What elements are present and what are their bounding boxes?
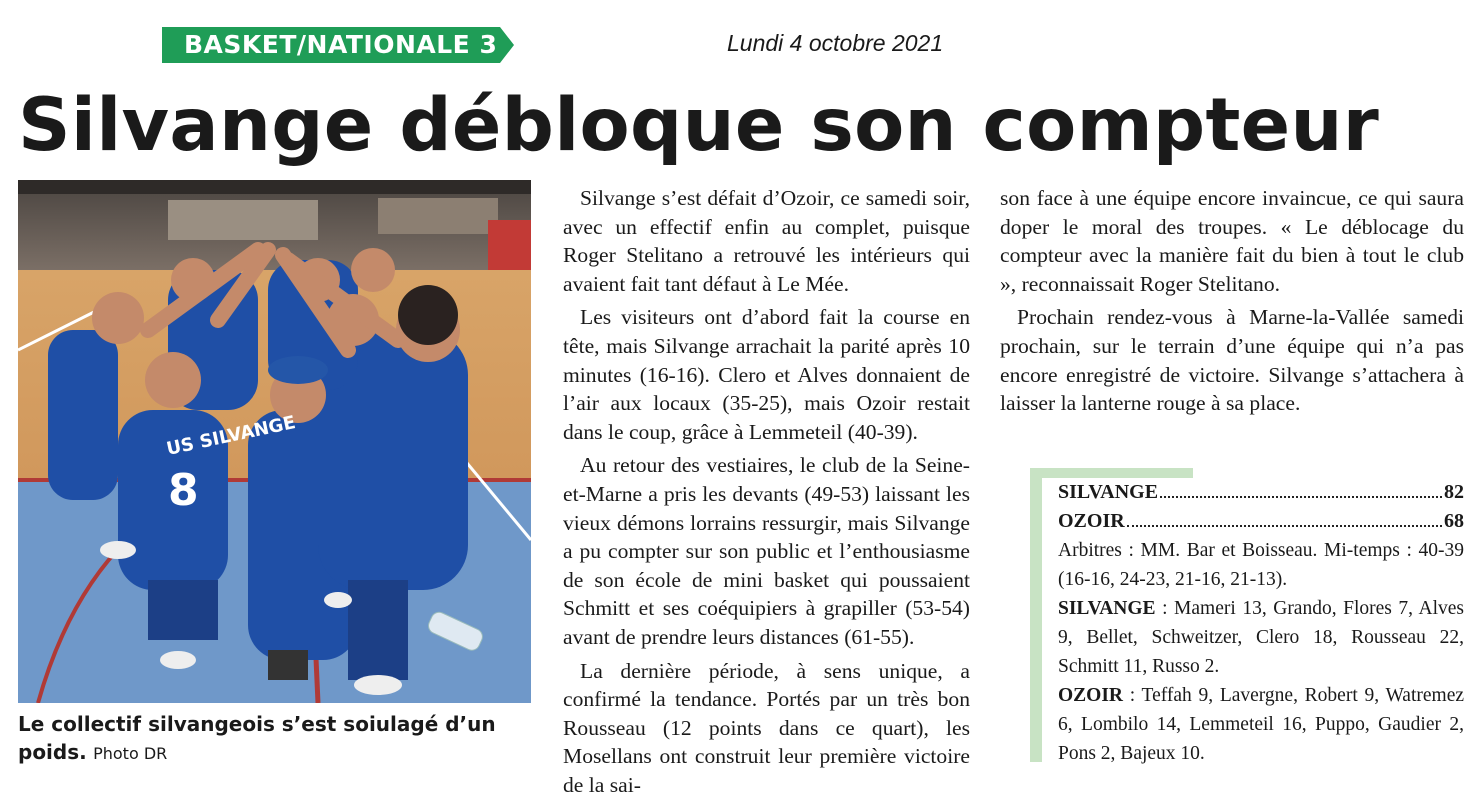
- photo-caption: [18, 710, 533, 768]
- photo-credit: Photo DR: [93, 744, 167, 763]
- article-column-2: [1000, 184, 1464, 418]
- article-paragraph: Silvange s’est défait d’Ozoir, ce samedi soir, avec un effectif enfin au complet, puisque Roger Stelitano a retrouvé les intérieurs qui avaient fait tant défaut à Le Mée.: [563, 184, 970, 298]
- rubric-label: BASKET/NATIONALE 3: [184, 30, 497, 59]
- lineup-home: [1058, 594, 1464, 681]
- article-column-1: [563, 184, 970, 799]
- home-team-name: SILVANGE: [1058, 478, 1158, 507]
- score-line-home: [1058, 478, 1464, 507]
- photo-illustration: [18, 180, 531, 703]
- lineup-players: : Teffah 9, Lavergne, Robert 9, Watremez 6, Lombilo 14, Lemmeteil 16, Puppo, Gaudier 2, Pons 2, Bajeux 10.: [1058, 685, 1464, 764]
- jersey-text: US SILVANGE: [165, 412, 298, 460]
- rubric-tag: [162, 27, 514, 63]
- score-line-away: [1058, 507, 1464, 536]
- results-accent-top: [1030, 468, 1193, 478]
- lineup-players: : Mameri 13, Grando, Flores 7, Alves 9, Bellet, Schweitzer, Clero 18, Rousseau 22, Schmitt 11, Russo 2.: [1058, 598, 1464, 677]
- team-huddle-photo: [18, 180, 531, 703]
- home-team-score: 82: [1444, 478, 1464, 507]
- article-paragraph: Les visiteurs ont d’abord fait la course en tête, mais Silvange arrachait la parité après 10 minutes (16-16). Clero et Alves donnaient de l’air aux locaux (35-25), mais Ozoir restait dans le coup, grâce à Lemmeteil (40-39).: [563, 303, 970, 446]
- jersey-number: 8: [168, 465, 199, 516]
- away-team-name: OZOIR: [1058, 507, 1125, 536]
- results-accent-bar: [1030, 468, 1042, 762]
- dot-leader: [1160, 496, 1442, 498]
- results-box: [1030, 468, 1464, 762]
- lineup-team: SILVANGE: [1058, 598, 1156, 619]
- article-paragraph: Au retour des vestiaires, le club de la Seine-et-Marne a pris les devants (49-53) laissant les vieux démons lorrains ressurgir, mais Silvange a pu compter sur son public et l’enthousiasme de son école de mini basket qui poussaient Schmitt et ses coéquipiers à grapiller (53-54) avant de prendre leurs distances (61-55).: [563, 451, 970, 651]
- caption-text: Le collectif silvangeois s’est soiulagé d’un poids.: [18, 712, 496, 764]
- lineup-team: OZOIR: [1058, 685, 1123, 706]
- article-paragraph: La dernière période, à sens unique, a confirmé la tendance. Portés par un très bon Rousseau (12 points dans ce quart), les Mosellans ont construit leur première victoire de la sai-: [563, 657, 970, 799]
- publication-date: Lundi 4 octobre 2021: [727, 30, 943, 57]
- dot-leader: [1127, 525, 1442, 527]
- article-paragraph: Prochain rendez-vous à Marne-la-Vallée samedi prochain, sur le terrain d’une équipe qui n’a pas encore enregistré de victoire. Silvange s’attachera à laisser la lanterne rouge à sa place.: [1000, 303, 1464, 417]
- article-paragraph-continued: son face à une équipe encore invaincue, ce qui saura doper le moral des troupes. « Le déblocage du compteur avec la manière fait du bien à tout le club », reconnaissait Roger Stelitano.: [1000, 184, 1464, 298]
- referees-line: Arbitres : MM. Bar et Boisseau. Mi-temps : 40-39 (16-16, 24-23, 21-16, 21-13).: [1058, 536, 1464, 594]
- headline: Silvange débloque son compteur: [18, 80, 1468, 172]
- lineup-away: [1058, 681, 1464, 768]
- away-team-score: 68: [1444, 507, 1464, 536]
- results-body: [1058, 478, 1464, 768]
